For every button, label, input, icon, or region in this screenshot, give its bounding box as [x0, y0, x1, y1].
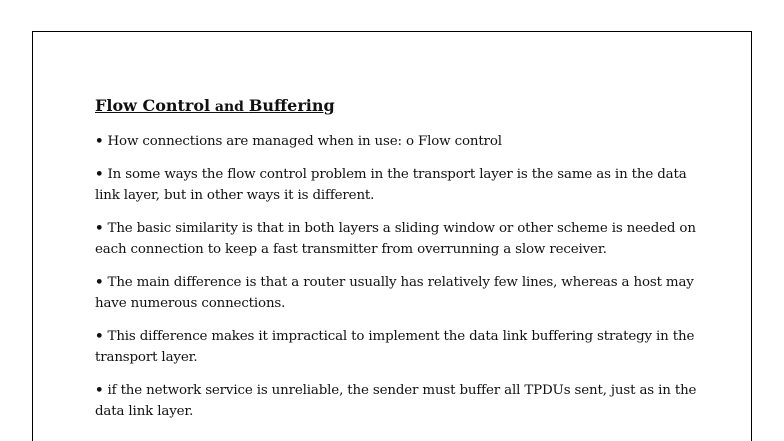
- document-page: [32, 31, 752, 441]
- paragraph-1-text: How connections are managed when in use: o Flow control: [107, 134, 502, 149]
- bullet-3: •: [95, 220, 104, 236]
- page-title: [95, 96, 715, 117]
- paragraph-3-text: The basic similarity is that in both layers a sliding window or other scheme is needed on each connection to keep a fast transmitter from overrunning a slow receiver.: [95, 221, 696, 257]
- title-part-1: Flow Control: [95, 96, 211, 115]
- paragraph-4: [95, 272, 715, 314]
- document-content: [95, 96, 715, 434]
- bullet-6: •: [95, 382, 104, 398]
- title-part-2: and: [210, 99, 249, 115]
- paragraph-3: [95, 218, 715, 260]
- bullet-5: •: [95, 328, 104, 344]
- paragraph-2-text: In some ways the flow control problem in the transport layer is the same as in the data link layer, but in other ways it is different.: [95, 167, 687, 203]
- paragraph-1: [95, 131, 715, 152]
- paragraph-5-text: This difference makes it impractical to implement the data link buffering strategy in the transport layer.: [95, 329, 695, 365]
- bullet-1: •: [95, 133, 104, 149]
- paragraph-5: [95, 326, 715, 368]
- bullet-2: •: [95, 166, 104, 182]
- paragraph-2: [95, 164, 715, 206]
- paragraph-4-text: The main difference is that a router usually has relatively few lines, whereas a host may have numerous connections.: [95, 275, 694, 311]
- title-part-3: Buffering: [248, 96, 335, 115]
- paragraph-6: [95, 380, 715, 422]
- paragraph-6-text: if the network service is unreliable, the sender must buffer all TPDUs sent, just as in the data link layer.: [95, 383, 697, 419]
- bullet-4: •: [95, 274, 104, 290]
